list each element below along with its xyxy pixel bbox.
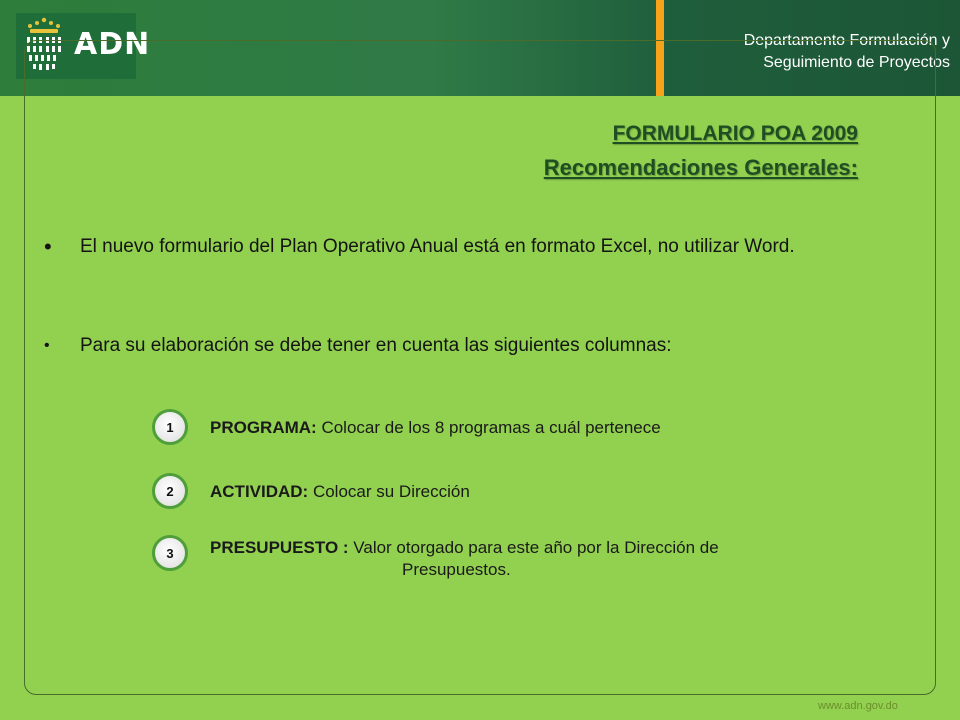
- bullet-icon: •: [44, 234, 52, 259]
- form-title: FORMULARIO POA 2009: [612, 122, 858, 145]
- number-badge: 3: [152, 535, 188, 571]
- recommendations-title: Recomendaciones Generales:: [543, 155, 858, 180]
- item-label: ACTIVIDAD:: [210, 482, 309, 501]
- bullet-item: [44, 332, 886, 359]
- item-text: Colocar su Dirección: [308, 482, 470, 501]
- department-line-1: Departamento Formulación y: [743, 32, 950, 49]
- number-badge: 2: [152, 473, 188, 509]
- department-line-2: Seguimiento de Proyectos: [763, 54, 950, 71]
- item-description: [210, 537, 890, 581]
- item-text-continued: Presupuestos.: [402, 560, 511, 579]
- item-label: PRESUPUESTO :: [210, 538, 349, 557]
- footer-url[interactable]: www.adn.gov.do: [818, 700, 898, 712]
- number-badge: 1: [152, 409, 188, 445]
- title-block: [544, 120, 858, 188]
- bullet-text: El nuevo formulario del Plan Operativo Anual está en formato Excel, no utilizar Word.: [80, 236, 795, 257]
- item-description: [210, 417, 661, 439]
- item-description: [210, 481, 470, 503]
- bullet-icon: •: [44, 337, 50, 354]
- item-text: Valor otorgado para este año por la Dirección de: [348, 538, 719, 557]
- item-label: PROGRAMA:: [210, 418, 317, 437]
- item-text: Colocar de los 8 programas a cuál pertenece: [316, 418, 661, 437]
- bullet-text: Para su elaboración se debe tener en cuenta las siguientes columnas:: [80, 335, 672, 356]
- logo-text: ADN: [74, 27, 151, 62]
- bullet-item: [44, 233, 886, 260]
